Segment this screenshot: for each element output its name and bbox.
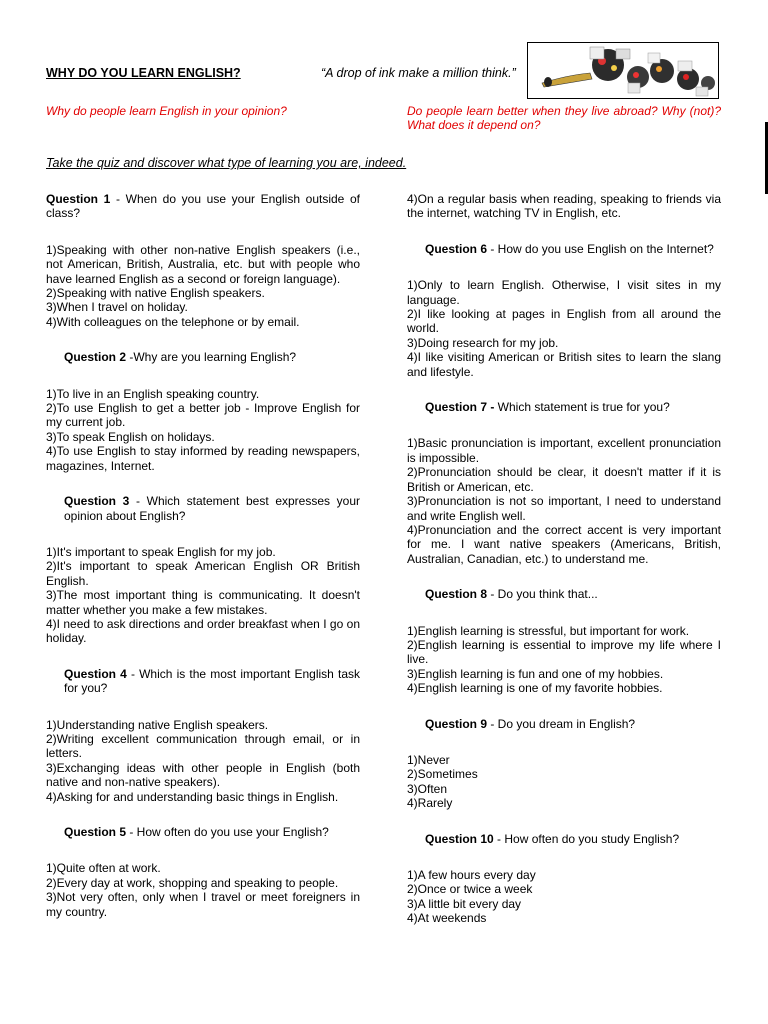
question-1 [46,192,360,221]
question-3 [46,494,360,523]
answer-option: 4)English learning is one of my favorite hobbies. [407,681,663,696]
heads-illustration-icon [528,43,718,98]
question-number: Question 1 [46,192,111,206]
question-text: - Do you think that... [487,587,598,602]
question-number: Question 3 [64,494,130,509]
answer-option: 2)Sometimes [407,767,478,782]
question-text: - Which statement best expresses your opinion about English? [64,494,361,523]
quiz-intro: Take the quiz and discover what type of learning you are, indeed. [46,156,407,170]
question-number: Question 10 [425,831,494,846]
quiz-column-left [46,192,360,919]
page-title: WHY DO YOU LEARN ENGLISH? [46,66,241,80]
answer-list [407,868,721,926]
answer-option: 1)A few hours every day [407,868,536,882]
answer-option: 3)Often [407,781,448,796]
answer-list [46,861,360,919]
question-number: Question 2 [64,350,127,365]
question-8 [407,587,721,601]
question-text: - How often do you use your English? [126,825,329,839]
question-9 [407,717,721,731]
answer-option: 1)It's important to speak English for my job. [46,544,276,559]
question-number: Question 4 [64,666,127,681]
answer-option: 3)Pronunciation is not so important, I need to understand and write English well. [407,494,721,523]
answer-option: 2)Speaking with native English speakers. [46,286,265,301]
answer-option: 1)Quite often at work. [46,861,161,876]
discussion-prompt-left: Why do people learn English in your opinion? [46,104,287,118]
question-text: -Why are you learning English? [126,350,297,365]
answer-option: 2)English learning is essential to improve my life where I live. [407,637,721,667]
answer-list [407,192,721,221]
question-5 [46,825,360,839]
answer-option: 2)I like looking at pages in English from all around the world. [407,307,721,336]
answer-option: 4)With colleagues on the telephone or by email. [46,314,300,329]
discussion-prompt-right: Do people learn better when they live abroad? Why (not)? What does it depend on? [407,104,721,133]
question-number: Question 8 [425,587,488,602]
question-7 [407,400,721,414]
answer-list [46,718,360,804]
question-text: - Which is the most important English task for you? [64,666,361,696]
question-text: - How do you use English on the Internet? [487,241,714,256]
question-text: Which statement is true for you? [494,400,670,415]
question-number: Question 5 [64,825,127,839]
answer-option: 1)Understanding native English speakers. [46,717,269,732]
answer-option: 3)When I travel on holiday. [46,300,188,315]
question-number: Question 9 [425,716,488,731]
question-text: - Do you dream in English? [487,716,636,731]
question-text: - When do you use your English outside of class? [46,192,361,221]
answer-option: 2)Every day at work, shopping and speaking to people. [46,875,339,890]
answer-list [407,753,721,811]
thinking-heads-illustration [527,42,719,99]
answer-option: 4)At weekends [407,911,487,926]
answer-option: 4)On a regular basis when reading, speaking to friends via the internet, watching TV in English, etc. [407,192,721,221]
answer-list [407,278,721,379]
answer-option: 2)Pronunciation should be clear, it doesn't matter if it is British or American, etc. [407,465,721,494]
answer-option: 3)Doing research for my job. [407,335,559,350]
answer-list [46,545,360,646]
answer-option: 2)It's important to speak American English OR British English. [46,559,360,588]
answer-option: 1)Basic pronunciation is important, excellent pronunciation is impossible. [407,436,721,465]
answer-option: 4)I like visiting American or British sites to learn the slang and lifestyle. [407,350,721,379]
answer-option: 2)Once or twice a week [407,882,533,897]
answer-option: 1)Speaking with other non-native English speakers (i.e., not American, British, Australia, etc. but with people who have learned English as a second or foreign language). [46,242,360,286]
answer-option: 2)Writing excellent communication through email, or in letters. [46,731,360,761]
answer-option: 3)English learning is fun and one of my hobbies. [407,666,664,681]
question-2 [46,350,360,364]
question-number: Question 7 - [425,400,495,415]
answer-list [46,243,360,329]
answer-option: 3)Exchanging ideas with other people in English (both native and non-native speakers). [46,760,360,790]
answer-option: 4)I need to ask directions and order breakfast when I go on holiday. [46,616,360,646]
answer-option: 3)A little bit every day [407,896,522,911]
question-text: - How often do you study English? [493,831,680,846]
question-4 [46,667,360,696]
motto-quote: “A drop of ink make a million think.” [321,66,516,80]
answer-option: 4)Rarely [407,796,453,811]
answer-option: 3)Not very often, only when I travel or meet foreigners in my country. [46,890,360,919]
answer-option: 1)Only to learn English. Otherwise, I visit sites in my language. [407,278,721,307]
answer-option: 3)To speak English on holidays. [46,429,215,444]
question-number: Question 6 [425,241,488,256]
answer-list [407,624,721,696]
answer-list [46,387,360,473]
quiz-column-right [407,192,721,926]
answer-option: 4)Asking for and understanding basic things in English. [46,789,339,804]
answer-option: 4)Pronunciation and the correct accent is very important for me. I want native speakers (Americans, British, Australian, Canadian, etc.) to understand me. [407,522,721,566]
answer-list [407,436,721,566]
answer-option: 1)To live in an English speaking country. [46,386,260,401]
answer-option: 1)Never [407,752,450,767]
answer-option: 2)To use English to get a better job - Improve English for my current job. [46,401,360,430]
question-6 [407,242,721,256]
answer-option: 4)To use English to stay informed by reading newspapers, magazines, Internet. [46,444,360,473]
question-10 [407,832,721,846]
answer-option: 3)The most important thing is communicating. It doesn't matter whether you make a few mistakes. [46,588,360,617]
answer-option: 1)English learning is stressful, but important for work. [407,623,690,638]
